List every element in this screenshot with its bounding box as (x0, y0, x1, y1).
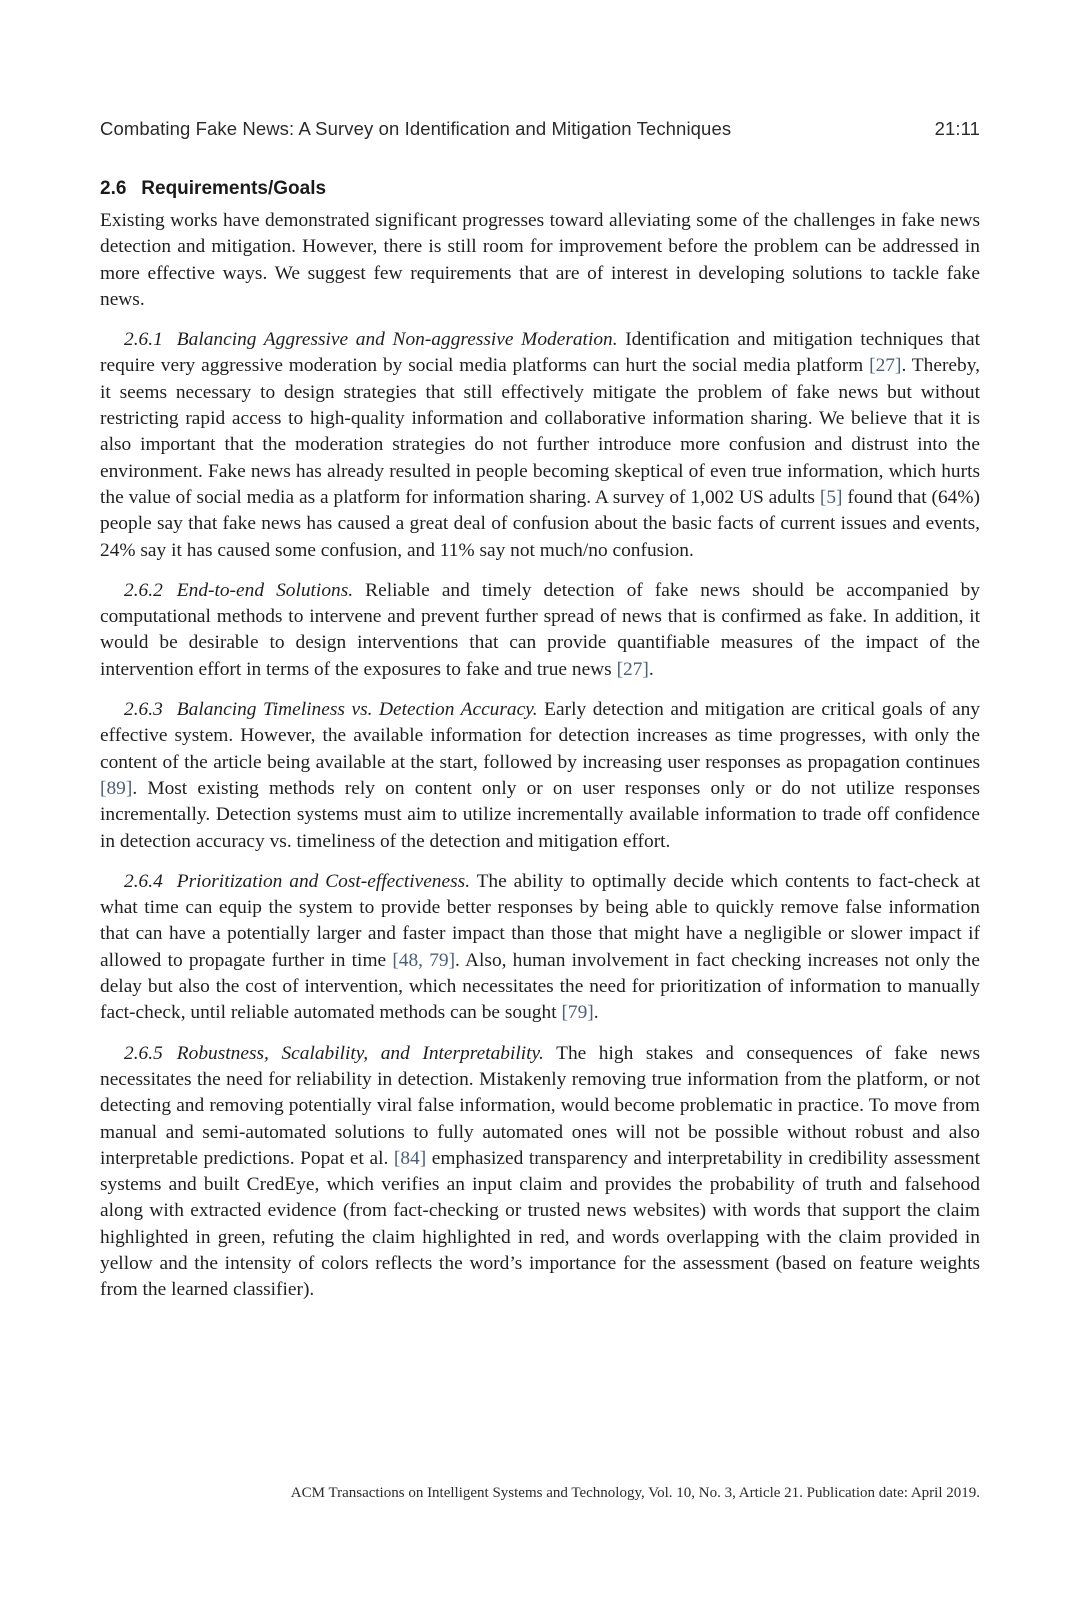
paragraph-text: . Most existing methods rely on content only or on user responses only or do not utilize responses incrementally. Detection systems must aim to utilize incrementally available information to trade off confidence in detection accuracy vs. timeliness of the detection and mitigation effort. (100, 777, 980, 852)
paragraph-text: . (593, 1002, 599, 1024)
paragraph-text: Reliable and timely detection of fake news should be accompanied by computational methods to intervene and prevent further spread of news that is confirmed as fake. In addition, it would be desirable to design interventions that can provide quantifiable measures of the impact of the intervention effort in terms of the exposures to fake and true news (100, 579, 980, 680)
section-intro-paragraph: Existing works have demonstrated significant progresses toward alleviating some of the challenges in fake news detection and mitigation. However, there is still room for improvement before the problem can be addressed in more effective ways. We suggest few requirements that are of interest in developing solutions to tackle fake news. (100, 210, 980, 310)
section-number: 2.6 (100, 178, 127, 199)
citation-link[interactable]: [27] (616, 658, 649, 680)
paragraph-text: Early detection and mitigation are critical goals of any effective system. However, the available information for detection increases as time progresses, with only the content of the article being available at the start, followed by increasing user responses as propagation continues (100, 699, 981, 773)
citation-link[interactable]: [48, 79] (392, 949, 456, 971)
subsection-2-6-5 (100, 1041, 980, 1304)
subsection-number: 2.6.1 (124, 329, 163, 351)
subsection-title: Robustness, Scalability, and Interpretability. (176, 1042, 544, 1064)
citation-link[interactable]: [89] (100, 777, 133, 799)
subsection-title: Prioritization and Cost-effectiveness. (176, 870, 471, 892)
citation-link[interactable]: [27] (869, 355, 902, 377)
subsection-2-6-1 (100, 327, 980, 564)
paragraph-text: . Thereby, it seems necessary to design strategies that still effectively mitigate the problem of fake news but without restricting rapid access to high-quality information and collaborative information sharing. We believe that it is also important that the moderation strategies do not further introduce more confusion and distrust into the environment. Fake news has already resulted in people becoming skeptical of even true information, which hurts the value of social media as a platform for information sharing. A survey of 1,002 US adults (100, 355, 980, 508)
subsection-2-6-3 (100, 697, 980, 855)
section-heading (100, 178, 326, 200)
paragraph-text: . (648, 658, 654, 680)
running-title: Combating Fake News: A Survey on Identification and Mitigation Techniques (100, 118, 732, 139)
subsection-2-6-4 (100, 869, 980, 1027)
citation-link[interactable]: [84] (393, 1147, 427, 1169)
citation-link[interactable]: [79] (561, 1002, 594, 1024)
subsection-number: 2.6.5 (124, 1042, 163, 1064)
paragraph-text: found that (64%) people say that fake news has caused a great deal of confusion about the basic facts of current issues and events, 24% say it has caused some confusion, and 11% say not much/no confusion. (100, 486, 980, 561)
subsection-number: 2.6.3 (124, 699, 163, 721)
running-header (100, 118, 980, 140)
paragraph-text: The high stakes and consequences of fake news necessitates the need for reliability in detection. Mistakenly removing true information from the platform, or not detecting and removing potentially viral false information, would become problematic in practice. To move from manual and semi-automated solutions to fully automated ones will not be possible without robust and also interpretable predictions. Popat et al. (100, 1042, 980, 1169)
body-text (100, 208, 980, 1318)
subsection-2-6-2 (100, 578, 980, 683)
paragraph-text: . Also, human involvement in fact checking increases not only the delay but also the cost of intervention, which necessitates the need for prioritization of information to manually fact-check, until reliable automated methods can be sought (100, 949, 980, 1024)
subsection-number: 2.6.2 (124, 579, 163, 601)
paragraph-text: The ability to optimally decide which contents to fact-check at what time can equip the system to provide better responses by being able to quickly remove false information that can have a potentially larger and faster impact than those that might have a negligible or slower impact if allowed to propagate further in time (100, 870, 980, 971)
subsection-title: Balancing Timeliness vs. Detection Accuracy. (176, 699, 538, 721)
page-number: 21:11 (934, 118, 980, 139)
section-title: Requirements/Goals (141, 178, 327, 199)
paragraph-text: emphasized transparency and interpretability in credibility assessment systems and built CredEye, which verifies an input claim and provides the probability of truth and falsehood along with extracted evidence (from fact-checking or trusted news websites) with words that support the claim highlighted in green, refuting the claim highlighted in red, and words overlapping with the claim provided in yellow and the intensity of colors reflects the word’s importance for the assessment (based on feature weights from the learned classifier). (100, 1147, 981, 1301)
subsection-title: End-to-end Solutions. (176, 579, 354, 601)
subsection-number: 2.6.4 (124, 870, 163, 892)
subsection-title: Balancing Aggressive and Non-aggressive Moderation. (176, 329, 618, 351)
journal-footer: ACM Transactions on Intelligent Systems and Technology, Vol. 10, No. 3, Article 21. Publication date: April 2019. (290, 1485, 980, 1501)
citation-link[interactable]: [5] (819, 486, 843, 508)
paragraph-text: Identification and mitigation techniques that require very aggressive moderation by social media platforms can hurt the social media platform (100, 329, 980, 377)
